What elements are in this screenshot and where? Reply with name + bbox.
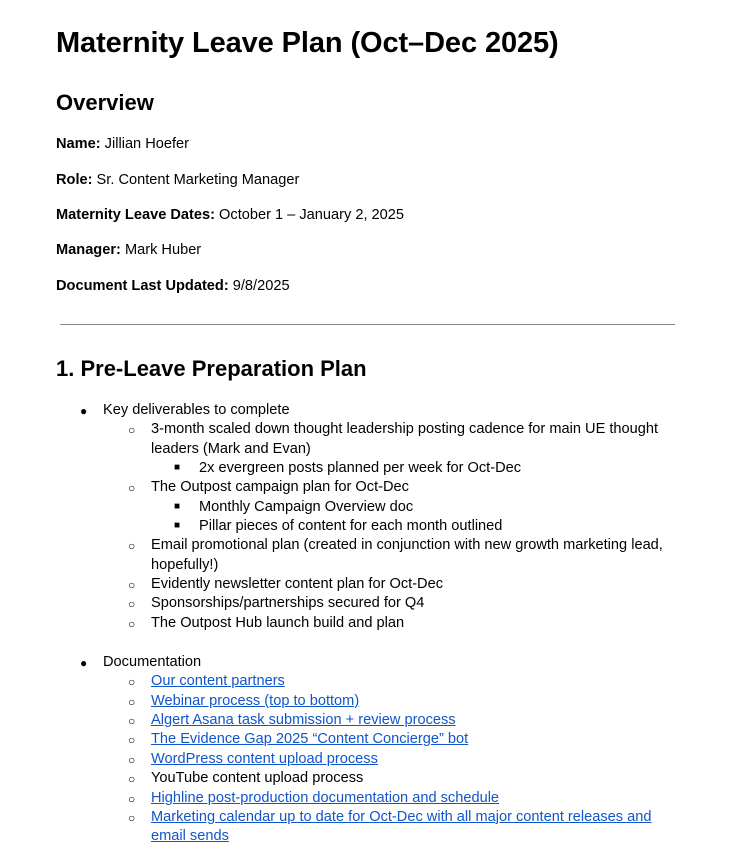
link-highline-documentation[interactable]: Highline post-production documentation and schedule	[151, 790, 500, 806]
bullet-square-icon: ■	[174, 462, 181, 473]
list-item: Email promotional plan (created in conjunction with new growth marketing lead,	[151, 537, 663, 553]
link-asana-process[interactable]: Algert Asana task submission + review process	[151, 712, 456, 728]
bullet-circle-icon: ○	[128, 733, 136, 747]
horizontal-divider	[60, 324, 675, 325]
bullet-circle-icon: ○	[128, 539, 136, 553]
list-item: 2x evergreen posts planned per week for Oct-Dec	[199, 460, 522, 476]
field-role	[56, 172, 299, 188]
list-item-deliverables: Key deliverables to complete	[103, 402, 290, 418]
list-item-continuation: leaders (Mark and Evan)	[151, 441, 311, 457]
field-label: Name:	[56, 136, 101, 152]
field-value: 9/8/2025	[232, 278, 290, 294]
link-content-partners[interactable]: Our content partners	[151, 673, 285, 689]
overview-heading: Overview	[56, 90, 154, 115]
field-label: Role:	[56, 172, 93, 188]
bullet-disc-icon: ●	[80, 404, 88, 418]
section-1-heading: 1. Pre-Leave Preparation Plan	[56, 356, 367, 381]
bullet-disc-icon: ●	[80, 656, 88, 670]
list-item-documentation: Documentation	[103, 654, 202, 670]
list-item: 3-month scaled down thought leadership posting cadence for main UE thought	[151, 421, 659, 437]
field-leave-dates	[56, 207, 404, 223]
bullet-circle-icon: ○	[128, 423, 136, 437]
bullet-circle-icon: ○	[128, 597, 136, 611]
field-value: October 1 – January 2, 2025	[219, 207, 405, 223]
field-value: Mark Huber	[124, 242, 202, 258]
list-item: Monthly Campaign Overview doc	[199, 499, 414, 515]
field-value: Jillian Hoefer	[104, 136, 190, 152]
link-marketing-calendar[interactable]: Marketing calendar up to date for Oct-Dec with all major content releases and	[151, 809, 652, 825]
link-webinar-process[interactable]: Webinar process (top to bottom)	[151, 693, 360, 709]
bullet-circle-icon: ○	[128, 617, 136, 631]
list-item: Evidently newsletter content plan for Oct-Dec	[151, 576, 444, 592]
bullet-circle-icon: ○	[128, 675, 136, 689]
list-item-continuation: hopefully!)	[151, 557, 219, 573]
field-label: Document Last Updated:	[56, 278, 229, 294]
bullet-circle-icon: ○	[128, 811, 136, 825]
bullet-square-icon: ■	[174, 520, 181, 531]
field-last-updated	[56, 278, 290, 294]
list-item-youtube-upload: YouTube content upload process	[151, 770, 364, 786]
link-marketing-calendar-continuation[interactable]: email sends	[151, 828, 229, 844]
list-item: The Outpost campaign plan for Oct-Dec	[151, 479, 409, 495]
field-value: Sr. Content Marketing Manager	[96, 172, 300, 188]
list-item: Pillar pieces of content for each month outlined	[199, 518, 503, 534]
bullet-circle-icon: ○	[128, 772, 136, 786]
bullet-square-icon: ■	[174, 501, 181, 512]
list-item: Sponsorships/partnerships secured for Q4	[151, 595, 425, 611]
bullet-circle-icon: ○	[128, 695, 136, 709]
field-manager	[56, 242, 201, 258]
bullet-circle-icon: ○	[128, 481, 136, 495]
link-wordpress-upload[interactable]: WordPress content upload process	[151, 751, 378, 767]
field-label: Maternity Leave Dates:	[56, 207, 215, 223]
field-name	[56, 136, 189, 152]
bullet-circle-icon: ○	[128, 792, 136, 806]
link-content-concierge-bot[interactable]: The Evidence Gap 2025 “Content Concierge” bot	[151, 731, 469, 747]
list-item: The Outpost Hub launch build and plan	[151, 615, 405, 631]
bullet-circle-icon: ○	[128, 578, 136, 592]
bullet-circle-icon: ○	[128, 714, 136, 728]
document-title: Maternity Leave Plan (Oct–Dec 2025)	[56, 27, 559, 59]
bullet-circle-icon: ○	[128, 753, 136, 767]
field-label: Manager:	[56, 242, 121, 258]
